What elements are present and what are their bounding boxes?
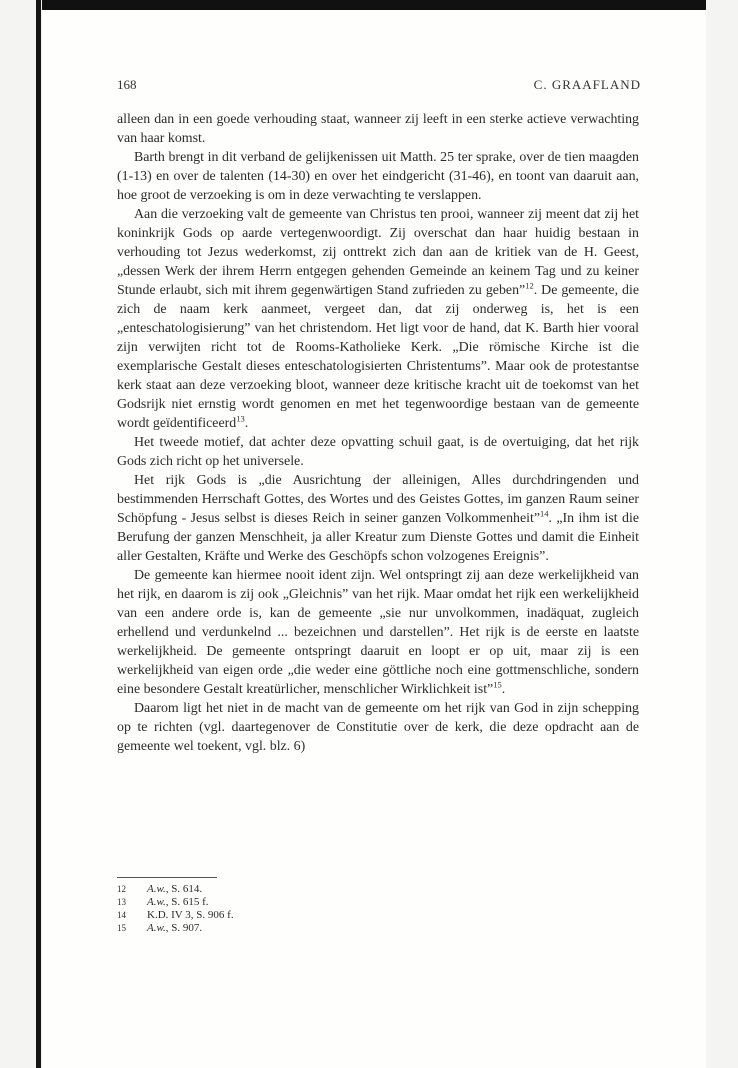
scan-binding-edge (36, 0, 41, 1068)
page-number: 168 (117, 77, 137, 92)
body-text (117, 110, 639, 756)
paragraph: Het rijk Gods is „die Ausrichtung der alleinigen, Alles durchdringenden und bestimmenden Herrschaft Gottes, des Wortes und des Geistes Gottes, im ganzen Raum seiner Schöpfung - Jesus selbst is dieses Reich in seiner ganzen Volkommenheit”$^{14}$. „In ihm ist die Berufung der ganzen Menschheit, ja aller Kreatur zum Dienste Gottes und damit die Einheit aller Gestalten, Kräfte und Werke des Geschöpfs schon volzogenes Ereignis”. (117, 473, 639, 564)
paragraph: Het tweede motief, dat achter deze opvatting schuil gaat, is de overtuiging, dat het rijk Gods zich richt op het universele. (117, 435, 639, 469)
footnote: 14 K.D. IV 3, S. 906 f. (117, 909, 234, 921)
footnote-number: 12 (117, 884, 126, 894)
footnote-rule (117, 877, 217, 878)
footnote-ref[interactable]: 12 (525, 280, 534, 291)
scan-right-margin (706, 0, 738, 1068)
footnote: 15 A.w., S. 907. (117, 922, 203, 934)
scan-top-border (0, 0, 738, 10)
footnote-ref[interactable]: 14 (540, 508, 549, 519)
paragraph: Aan die verzoeking valt de gemeente van Christus ten prooi, wanneer zij meent dat zij het koninkrijk Gods op aarde vertegenwoordigt. Zij overschat dan haar huidig bestaan in verhouding tot Jezus wederkomst, zij onttrekt zich dan aan de kritiek van de H. Geest, „dessen Werk der ihrem Herrn entgegen gehenden Gemeinde an keinem Tag und zu keiner Stunde erlaubt, sich mit ihrem gegenwärtigen Stand zufrieden zu geben”$^{12}$. De gemeente, die zich de naam kerk aanmeet, vergeet dan, dat zij onderweg is, het is een „enteschatologisierung” van het christendom. Het ligt voor de hand, dat K. Barth hier vooral zijn verwijten richt tot de Rooms-Katholieke Kerk. „Die römische Kirche ist die exemplarische Gestalt dieses enteschatologisierten Christentums”. Maar ook de protestantse kerk staat aan deze verzoeking bloot, wanneer deze kritische kracht uit de toekomst van het Godsrijk niet ernstig wordt genomen en met het tegenwoordige bestaan van de gemeente wordt geïdentificeerd$^{13}$. (117, 207, 640, 431)
footnote: 12 A.w., S. 614. (117, 883, 203, 895)
footnote-number: 13 (117, 897, 126, 907)
footnote-ref[interactable]: 13 (236, 413, 245, 424)
footnote: 13 A.w., S. 615 f. (117, 896, 209, 908)
footnote-ref[interactable]: 15 (493, 679, 502, 690)
footnote-number: 15 (117, 923, 126, 933)
paragraph: Barth brengt in dit verband de gelijkenissen uit Matth. 25 ter sprake, over de tien maagden (1-13) en over de talenten (14-30) en over het eindgericht (31-46), en toont van daaruit aan, hoe groot de verzoeking is om in deze verwachting te verslappen. (117, 150, 639, 203)
paragraph: De gemeente kan hiermee nooit ident zijn. Wel ontspringt zij aan deze werkelijkheid van het rijk, en daarom is zij ook „Gleichnis” van het rijk. Maar omdat het rijk een werkelijkheid van een andere orde is, kan de gemeente „sie nur unvolkommen, inadäquat, zugleich erhellend und verdunkelnd ... bezeichnen und darstellen”. Het rijk is de eerste en laatste werkelijkheid. De gemeente ontspringt daaruit en loopt er op uit, maar zij is een werkelijkheid van eigen orde „die weder eine göttliche noch eine gottmenschliche, sondern eine besondere Gestalt kreatürlicher, menschlicher Wirklichkeit ist”$^{15}$. (117, 568, 639, 697)
footnotes (117, 883, 417, 935)
footnote-number: 14 (117, 910, 126, 920)
paragraph: Daarom ligt het niet in de macht van de gemeente om het rijk van God in zijn schepping op te richten (vgl. daartegenover de Constitutie over de kerk, die deze opdracht aan de gemeente wel toekent, vgl. blz. 6) (117, 701, 639, 754)
running-head-author: C. GRAAFLAND (533, 77, 641, 92)
paragraph: alleen dan in een goede verhouding staat, wanneer zij leeft in een sterke actieve verwachting van haar komst. (117, 112, 639, 146)
